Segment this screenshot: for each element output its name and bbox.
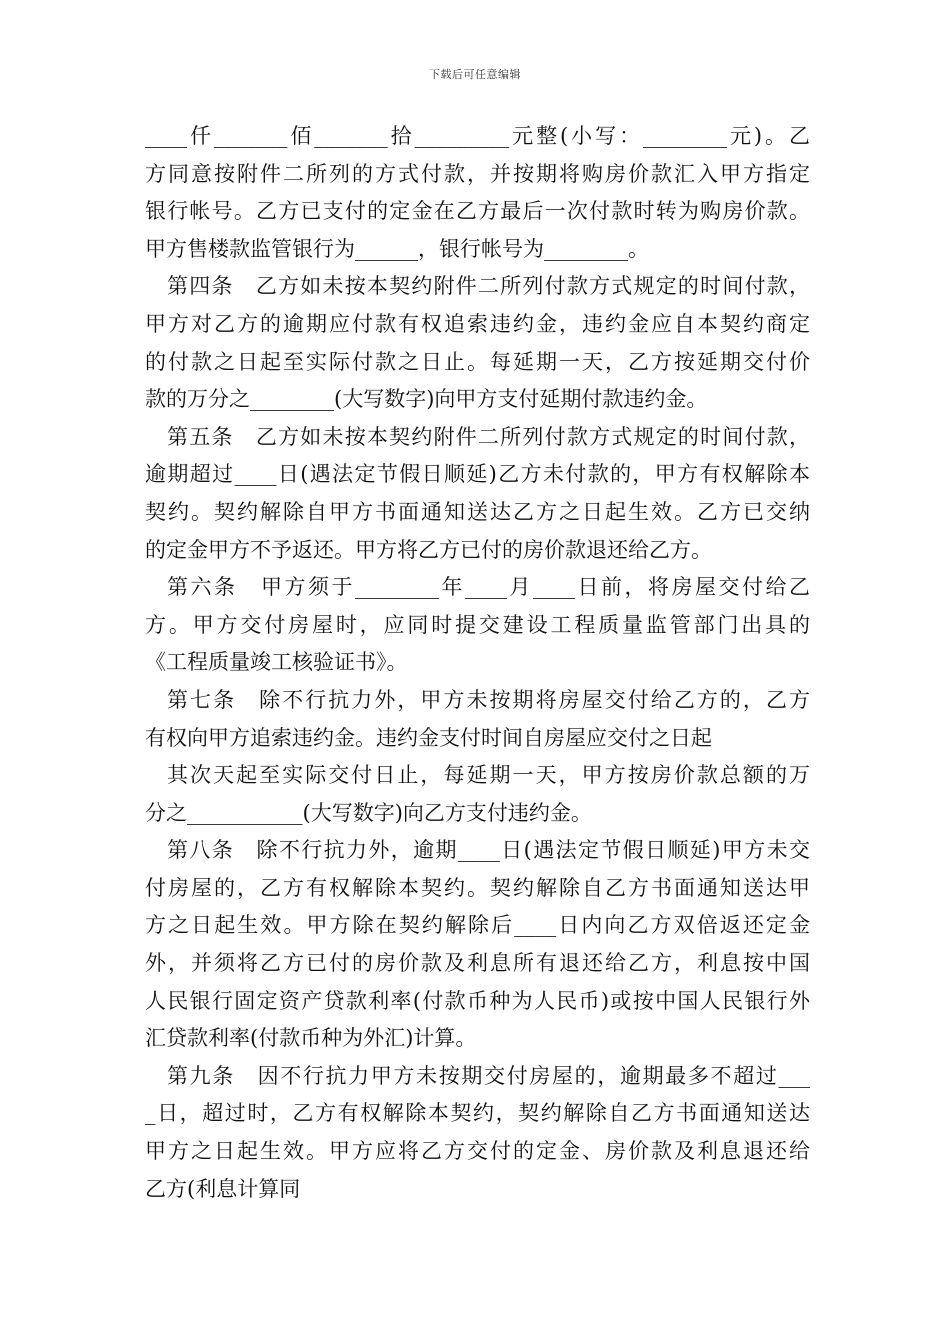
text-line: 人民银行固定资产贷款利率(付款币种为人民币)或按中国人民银行外 [145,988,810,1013]
text-line: 款的万分之________(大写数字)向甲方支付延期付款违约金。 [145,387,708,412]
document-body [145,118,810,1208]
text-line: 分之___________(大写数字)向乙方支付违约金。 [145,800,592,825]
text-line: 逾期超过____日(遇法定节假日顺延)乙方未付款的，甲方有权解除本 [145,462,810,487]
text-line: 甲方之日起生效。甲方应将乙方交付的定金、房价款及利息退还给 [145,1139,810,1164]
text-line: 外，并须将乙方已付的房价款及利息所有退还给乙方，利息按中国 [145,951,810,976]
text-line: 乙方(利息计算同 [145,1176,301,1201]
text-line: 其次天起至实际交付日止，每延期一天，甲方按房价款总额的万 [167,763,810,788]
text-line: ____仟_______佰_______拾_________元整(小写：________元)。乙 [145,124,810,148]
article-9-heading-line: 第九条 因不行抗力甲方未按期交付房屋的，逾期最多不超过___ [167,1063,810,1088]
article-4-heading-line: 第四条 乙方如未按本契约附件二所列付款方式规定的时间付款， [167,274,810,299]
text-line: 有权向甲方追索违约金。违约金支付时间自房屋应交付之日起 [145,725,712,750]
text-line: _日，超过时，乙方有权解除本契约，契约解除自乙方书面通知送达 [145,1101,810,1126]
text-line: 契约。契约解除自甲方书面通知送达乙方之日起生效。乙方已交纳 [145,499,810,524]
text-line: 《工程质量竣工核验证书》。 [145,650,408,675]
text-line: 银行帐号。乙方已支付的定金在乙方最后一次付款时转为购房价款。 [145,199,810,224]
text-line: 方同意按附件二所列的方式付款，并按期将购房价款汇入甲方指定 [145,161,810,186]
text-line: 的付款之日起至实际付款之日止。每延期一天，乙方按延期交付价 [145,349,810,374]
article-8-heading-line: 第八条 除不行抗力外，逾期____日(遇法定节假日顺延)甲方未交 [167,838,810,863]
text-line: 方。甲方交付房屋时，应同时提交建设工程质量监管部门出具的 [145,612,810,637]
text-line: 的定金甲方不予返还。甲方将乙方已付的房价款退还给乙方。 [145,537,712,562]
header-note: 下载后可任意编辑 [429,68,521,81]
text-line: 汇贷款利率(付款币种为外汇)计算。 [145,1026,477,1051]
article-6-heading-line: 第六条 甲方须于________年____月____日前，将房屋交付给乙 [167,575,810,600]
text-line: 方之日起生效。甲方除在契约解除后____日内向乙方双倍返还定金 [145,913,810,938]
article-5-heading-line: 第五条 乙方如未按本契约附件二所列付款方式规定的时间付款， [167,424,810,449]
text-line: 付房屋的，乙方有权解除本契约。契约解除自乙方书面通知送达甲 [145,875,810,900]
text-line: 甲方售楼款监管银行为______，银行帐号为________。 [145,236,649,261]
text-line: 甲方对乙方的逾期应付款有权追索违约金，违约金应自本契约商定 [145,311,810,336]
article-7-heading-line: 第七条 除不行抗力外，甲方未按期将房屋交付给乙方的，乙方 [167,687,810,712]
